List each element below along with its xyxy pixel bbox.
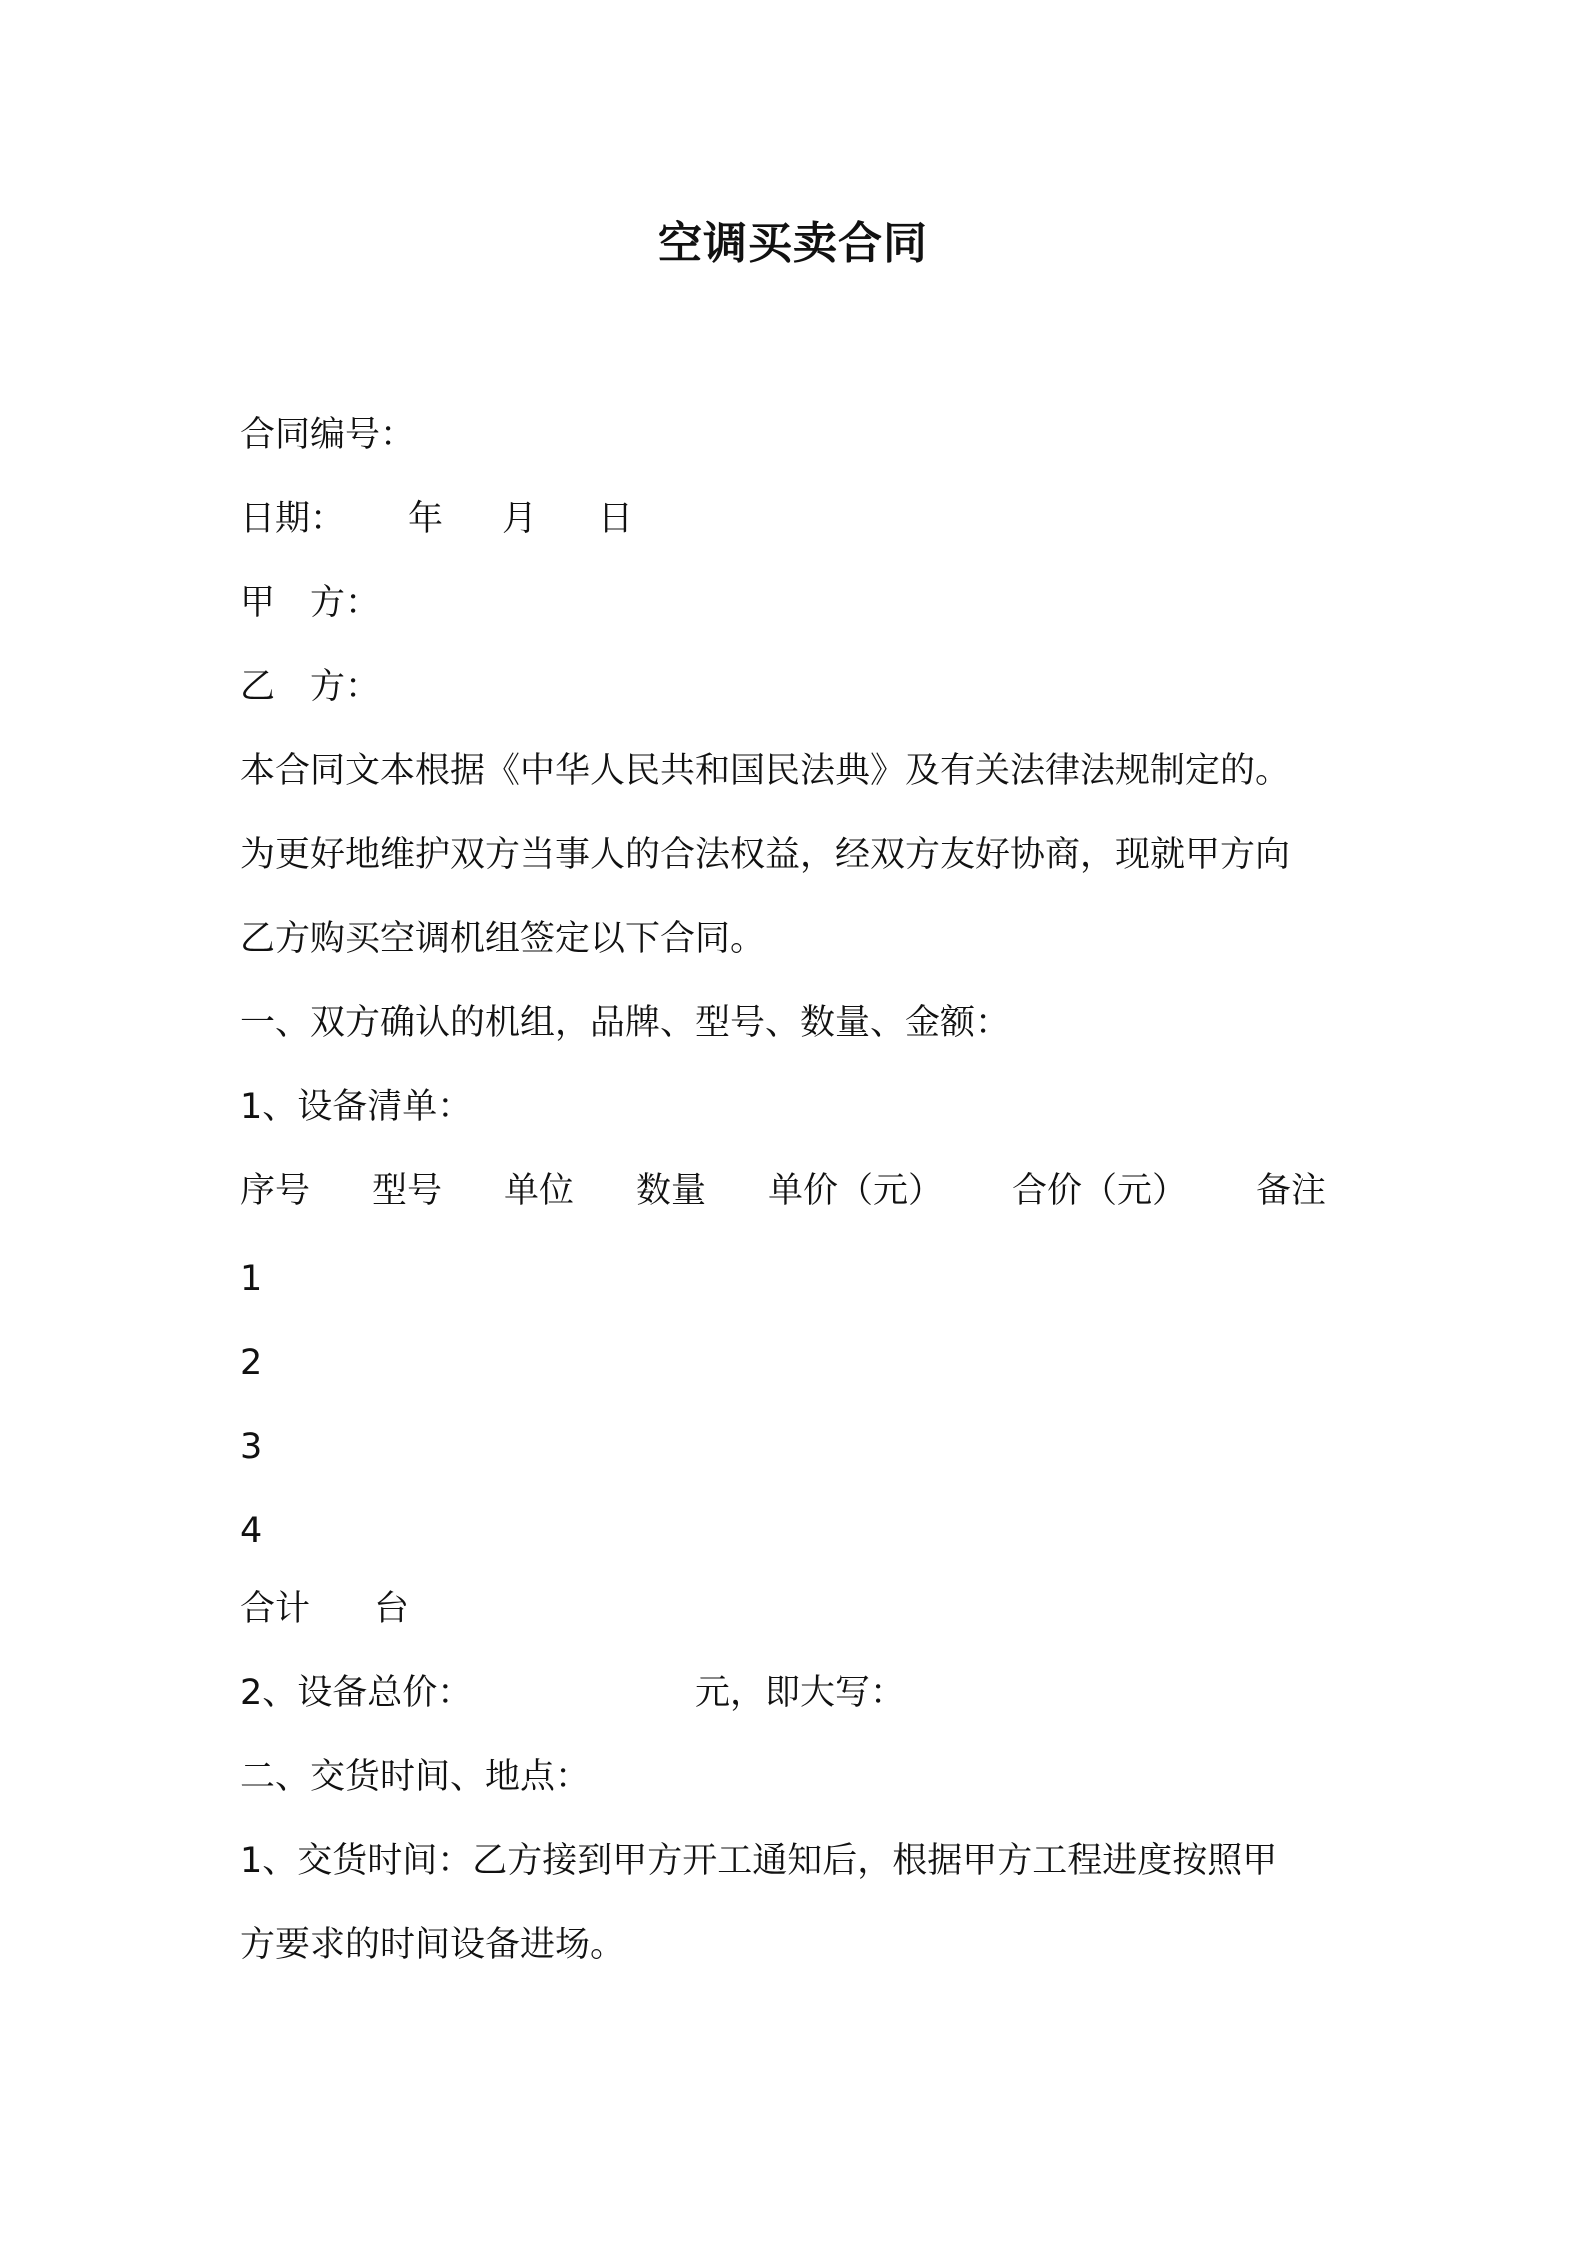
- table-row: 1: [240, 1259, 263, 1299]
- col-header-no: 序号: [240, 1171, 311, 1211]
- party-b-label: 乙 方：: [240, 667, 381, 707]
- preamble-line-1: 本合同文本根据《中华人民共和国民法典》及有关法律法规制定的。: [240, 751, 1291, 791]
- total-row: [240, 1584, 1360, 1634]
- table-row: 2: [240, 1343, 263, 1383]
- section-2-heading: 二、交货时间、地点：: [240, 1757, 591, 1797]
- date-label: 日期：: [240, 499, 346, 539]
- col-header-quantity: 数量: [636, 1171, 707, 1211]
- date-year: 年: [408, 499, 444, 539]
- total-label: 合计: [240, 1589, 311, 1629]
- table-row: 4: [240, 1511, 263, 1551]
- document-title: 空调买卖合同: [658, 218, 928, 269]
- total-price-label: 2、设备总价：: [240, 1673, 473, 1713]
- col-header-total-price: 合价（元）: [1012, 1171, 1188, 1211]
- date-month: 月: [502, 499, 538, 539]
- date-day: 日: [598, 499, 634, 539]
- table-row: 3: [240, 1427, 263, 1467]
- total-price-line: [240, 1668, 1360, 1718]
- party-a-label: 甲 方：: [240, 583, 381, 623]
- delivery-line-1: 1、交货时间：乙方接到甲方开工通知后，根据甲方工程进度按照甲: [240, 1841, 1278, 1881]
- table-header-row: [240, 1166, 1360, 1216]
- equipment-list-heading: 1、设备清单：: [240, 1087, 473, 1127]
- contract-number-label: 合同编号：: [240, 415, 416, 455]
- total-price-currency: 元，即大写：: [695, 1673, 906, 1713]
- total-unit: 台: [374, 1589, 410, 1629]
- preamble-line-3: 乙方购买空调机组签定以下合同。: [240, 919, 766, 959]
- col-header-model: 型号: [372, 1171, 443, 1211]
- preamble-line-2: 为更好地维护双方当事人的合法权益，经双方友好协商，现就甲方向: [240, 835, 1291, 875]
- section-1-heading: 一、双方确认的机组，品牌、型号、数量、金额：: [240, 1003, 1011, 1043]
- col-header-unit: 单位: [504, 1171, 575, 1211]
- col-header-unit-price: 单价（元）: [768, 1171, 944, 1211]
- delivery-line-2: 方要求的时间设备进场。: [240, 1925, 626, 1965]
- date-line: [240, 494, 1360, 544]
- col-header-remarks: 备注: [1256, 1171, 1327, 1211]
